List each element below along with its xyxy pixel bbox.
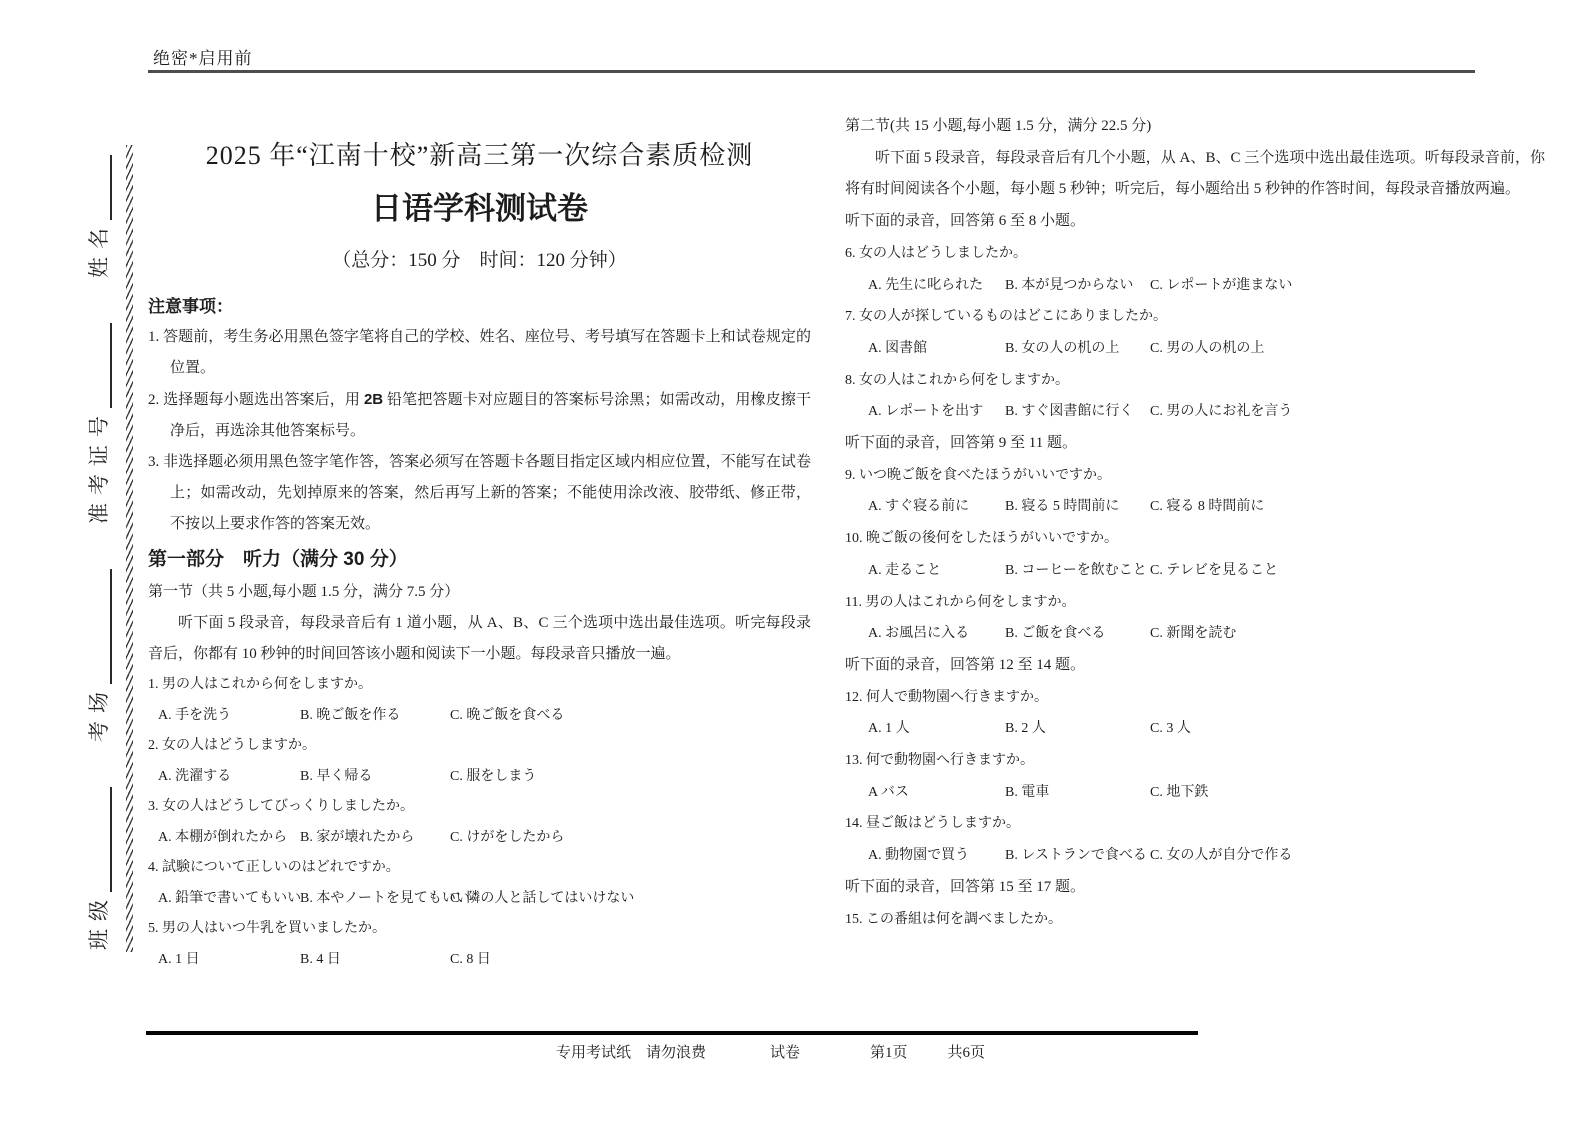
question-stem: 4. 試験について正しいのはどれですか。 xyxy=(148,860,400,875)
seal-field-label: 考场 xyxy=(87,684,111,742)
question-options xyxy=(148,945,811,976)
question-stem: 13. 何で動物園へ行きますか。 xyxy=(845,753,1034,769)
question-option: B. 晩ご飯を作る xyxy=(300,707,401,723)
section1-intro: 听下面 5 段录音，每段录音后有 1 道小题，从 A、B、C 三个选项中选出最佳选项。听完每段录音后，你都有 10 秒钟的时间回答该小题和阅读下一小题。每段录音只播放一遍。 xyxy=(148,615,811,662)
question-option: B. すぐ図書館に行く xyxy=(1005,404,1134,420)
seal-field-underline xyxy=(88,787,112,892)
section2-intro: 听下面 5 段录音，每段录音后有几个小题，从 A、B、C 三个选项中选出最佳选项。听每段录音前，你将有时间阅读各个小题，每小题 5 秒钟；听完后，每小题给出 5 秒钟的作答时间，每段录音播放两遍。 xyxy=(845,149,1545,198)
question-option: C. 隣の人と話してはいけない xyxy=(450,890,635,906)
question-options xyxy=(845,396,1545,428)
question-option: A. レポートを出す xyxy=(868,404,984,420)
question-option: C. レポートが進まない xyxy=(1150,277,1293,293)
footer-page-number: 第1页 xyxy=(870,1045,908,1061)
notice-item xyxy=(148,384,811,447)
section1-questions xyxy=(148,670,811,975)
question-options xyxy=(148,762,811,793)
question-stem: 14. 昼ご飯はどうしますか。 xyxy=(845,816,1020,832)
question-option: C. 新聞を読む xyxy=(1150,626,1237,642)
question-option: C. けがをしたから xyxy=(450,829,565,845)
question-options xyxy=(148,701,811,732)
question-options xyxy=(148,884,811,915)
classification-label: 绝密*启用前 xyxy=(153,49,253,68)
question-option: A. 1 日 xyxy=(158,951,200,967)
seal-field-underline xyxy=(88,155,112,220)
question-option: A. 走ること xyxy=(868,562,942,578)
question-options xyxy=(845,333,1545,365)
notice-item xyxy=(148,447,811,540)
exam-title: 2025 年“江南十校”新高三第一次综合素质检测 xyxy=(205,141,754,170)
footer-rule xyxy=(146,1031,1198,1035)
question-option: A. すぐ寝る前に xyxy=(868,499,970,515)
question-option: B. 4 日 xyxy=(300,951,341,967)
question-option: A. 図書館 xyxy=(868,340,928,356)
footer xyxy=(556,1041,985,1065)
question-stem: 10. 晩ご飯の後何をしたほうがいいですか。 xyxy=(845,531,1118,547)
listening-instruction: 听下面的录音，回答第 15 至 17 题。 xyxy=(845,878,1086,895)
question-option: B. 女の人の机の上 xyxy=(1005,340,1120,356)
question-stem: 15. この番組は何を調べましたか。 xyxy=(845,911,1062,927)
question-option: B. レストランで食べる xyxy=(1005,848,1147,864)
footer-doc-label: 试卷 xyxy=(770,1045,801,1061)
notices-heading: 注意事项： xyxy=(148,297,233,316)
seal-field-label: 准考证号 xyxy=(87,408,111,524)
question-option: A. お風呂に入る xyxy=(868,626,970,642)
question-option: B. 寝る 5 時間前に xyxy=(1005,499,1120,515)
question-option: A. 鉛筆で書いてもいい xyxy=(158,890,302,906)
seal-field xyxy=(86,569,112,742)
question-options xyxy=(845,777,1545,809)
question-stem: 1. 男の人はこれから何をしますか。 xyxy=(148,677,372,692)
seal-field-label: 班级 xyxy=(87,892,111,950)
question-option: A バス xyxy=(868,784,909,800)
subject-title: 日语学科测试卷 xyxy=(371,191,588,226)
question-stem: 7. 女の人が探しているものはどこにありましたか。 xyxy=(845,309,1167,325)
question-option: C. テレビを見ること xyxy=(1150,562,1279,578)
question-stem: 6. 女の人はどうしましたか。 xyxy=(845,245,1027,261)
question-option: B. ご飯を食べる xyxy=(1005,626,1106,642)
question-option: A. 先生に叱られた xyxy=(868,277,984,293)
footer-page-total: 共6页 xyxy=(947,1045,986,1061)
question-options xyxy=(845,840,1545,872)
question-option: C. 寝る 8 時間前に xyxy=(1150,499,1265,515)
seal-field-underline xyxy=(88,569,112,684)
listening-instruction: 听下面的录音，回答第 9 至 11 题。 xyxy=(845,435,1077,452)
footer-paper-note: 专用考试纸 请勿浪费 xyxy=(556,1045,707,1061)
question-option: B. 家が壊れたから xyxy=(300,829,415,845)
seal-field-underline xyxy=(88,323,112,408)
notice-text: 3. 非选择题必须用黑色签字笔作答，答案必须写在答题卡各题目指定区域内相应位置，不能写在试卷上；如需改动，先划掉原来的答案，然后再写上新的答案；不能使用涂改液、胶带纸、修正带，不按以上要求作答的答案无效。 xyxy=(148,454,811,532)
question-option: B. 電車 xyxy=(1005,784,1050,800)
question-stem: 8. 女の人はこれから何をしますか。 xyxy=(845,372,1069,388)
question-options xyxy=(845,555,1545,587)
listening-instruction: 听下面的录音，回答第 6 至 8 小题。 xyxy=(845,213,1086,230)
question-option: B. 本が見つからない xyxy=(1005,277,1134,293)
question-option: A. 本棚が倒れたから xyxy=(158,829,288,845)
question-option: A. 動物園で買う xyxy=(868,848,970,864)
question-option: C. 男の人の机の上 xyxy=(1150,340,1265,356)
question-options xyxy=(845,491,1545,523)
question-option: C. 晩ご飯を食べる xyxy=(450,707,565,723)
notices-list xyxy=(148,322,811,540)
seal-field xyxy=(86,787,112,950)
notice-text: 2. 选择题每小题选出答案后，用 xyxy=(148,392,364,408)
question-option: B. コーヒーを飲むこと xyxy=(1005,562,1147,578)
question-options xyxy=(845,618,1545,650)
question-stem: 9. いつ晩ご飯を食べたほうがいいですか。 xyxy=(845,467,1111,483)
question-stem: 5. 男の人はいつ牛乳を買いましたか。 xyxy=(148,921,386,936)
seal-field-label: 姓名 xyxy=(87,220,111,278)
listening-instruction: 听下面的录音，回答第 12 至 14 题。 xyxy=(845,656,1086,673)
question-option: B. 早く帰る xyxy=(300,768,373,784)
right-column xyxy=(845,111,1545,935)
section1-title: 第一节（共 5 小题,每小题 1.5 分，满分 7.5 分） xyxy=(148,584,460,600)
question-option: C. 服をしまう xyxy=(450,768,537,784)
question-option: C. 男の人にお礼を言う xyxy=(1150,404,1293,420)
section2-questions xyxy=(845,206,1545,935)
question-options xyxy=(845,713,1545,745)
seal-fields xyxy=(86,155,112,950)
question-options xyxy=(148,823,811,854)
question-stem: 2. 女の人はどうしますか。 xyxy=(148,738,316,753)
left-column xyxy=(148,128,811,975)
part1-heading: 第一部分 听力（满分 30 分） xyxy=(148,549,408,570)
question-option: B. 2 人 xyxy=(1005,721,1046,737)
question-option: A. 1 人 xyxy=(868,721,910,737)
question-stem: 11. 男の人はこれから何をしますか。 xyxy=(845,594,1076,610)
question-stem: 3. 女の人はどうしてびっくりしましたか。 xyxy=(148,799,414,814)
question-option: A. 手を洗う xyxy=(158,707,232,723)
question-option: C. 女の人が自分で作る xyxy=(1150,848,1293,864)
question-option: C. 8 日 xyxy=(450,951,491,967)
question-option: C. 地下鉄 xyxy=(1150,784,1209,800)
notice-text: 铅笔把答题卡对应题目的答案标号涂黑；如需改动，用橡皮擦干净后，再选涂其他答案标号。 xyxy=(170,392,811,439)
seal-field xyxy=(86,323,112,524)
seal-dashed-line xyxy=(126,145,133,952)
question-option: B. 本やノートを見てもいい xyxy=(300,890,470,906)
score-time-info: （总分：150 分 时间：120 分钟） xyxy=(332,250,627,271)
question-option: A. 洗濯する xyxy=(158,768,232,784)
question-option: C. 3 人 xyxy=(1150,721,1191,737)
notice-text: 1. 答题前，考生务必用黑色签字笔将自己的学校、姓名、座位号、考号填写在答题卡上和试卷规定的位置。 xyxy=(148,329,811,376)
seal-field xyxy=(86,155,112,278)
notice-item xyxy=(148,322,811,384)
section2-title: 第二节(共 15 小题,每小题 1.5 分，满分 22.5 分) xyxy=(845,118,1152,134)
header-rule xyxy=(148,70,1475,73)
question-options xyxy=(845,270,1545,302)
question-stem: 12. 何人で動物園へ行きますか。 xyxy=(845,689,1048,705)
notice-bold-text: 2B xyxy=(363,391,384,408)
